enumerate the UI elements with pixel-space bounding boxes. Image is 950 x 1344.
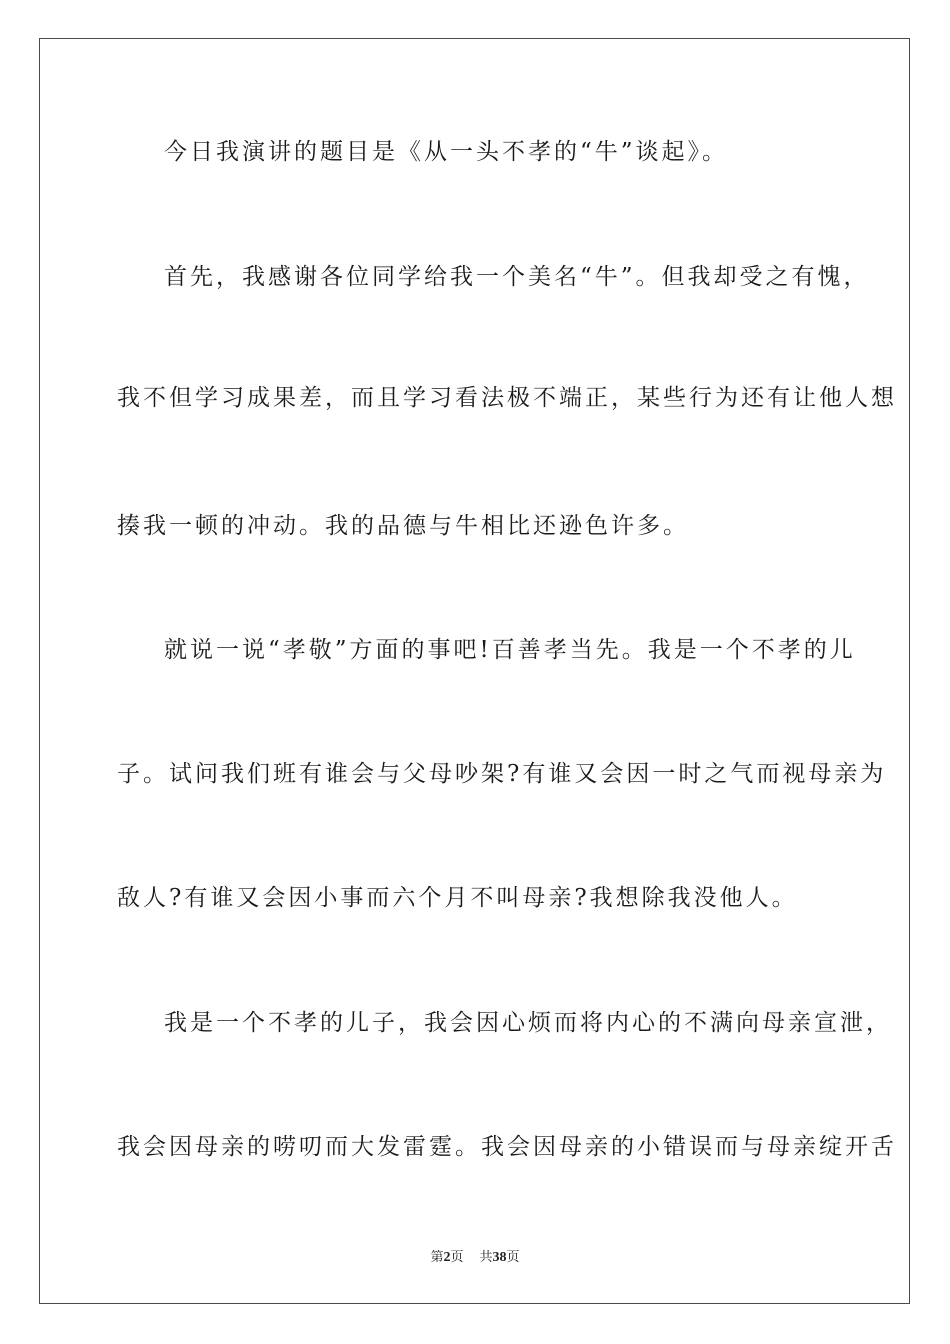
page-border [39, 38, 910, 1304]
total-pages: 38 [492, 1250, 507, 1265]
text-line-9: 我会因母亲的唠叨而大发雷霆。我会因母亲的小错误而与母亲绽开舌 [117, 1134, 897, 1160]
page-footer [0, 1246, 950, 1266]
text-line-4: 揍我一顿的冲动。我的品德与牛相比还逊色许多。 [117, 513, 689, 539]
text-line-7: 敌人?有谁又会因小事而六个月不叫母亲?我想除我没他人。 [117, 885, 798, 911]
text-line-2: 首先，我感谢各位同学给我一个美名“牛”。但我却受之有愧， [164, 264, 870, 290]
page-suffix: 页 [450, 1250, 464, 1265]
page-prefix: 第 [430, 1250, 444, 1265]
total-suffix: 页 [506, 1250, 520, 1265]
text-line-8: 我是一个不孝的儿子，我会因心烦而将内心的不满向母亲宣泄， [164, 1010, 892, 1036]
page-number: 2 [443, 1250, 451, 1265]
text-line-5: 就说一说“孝敬”方面的事吧!百善孝当先。我是一个不孝的儿 [164, 637, 856, 663]
total-prefix: 共 [479, 1250, 493, 1265]
text-line-3: 我不但学习成果差，而且学习看法极不端正，某些行为还有让他人想 [117, 385, 897, 411]
text-line-6: 子。试问我们班有谁会与父母吵架?有谁又会因一时之气而视母亲为 [117, 761, 887, 787]
text-line-1: 今日我演讲的题目是《从一头不孝的“牛”谈起》。 [164, 139, 729, 165]
